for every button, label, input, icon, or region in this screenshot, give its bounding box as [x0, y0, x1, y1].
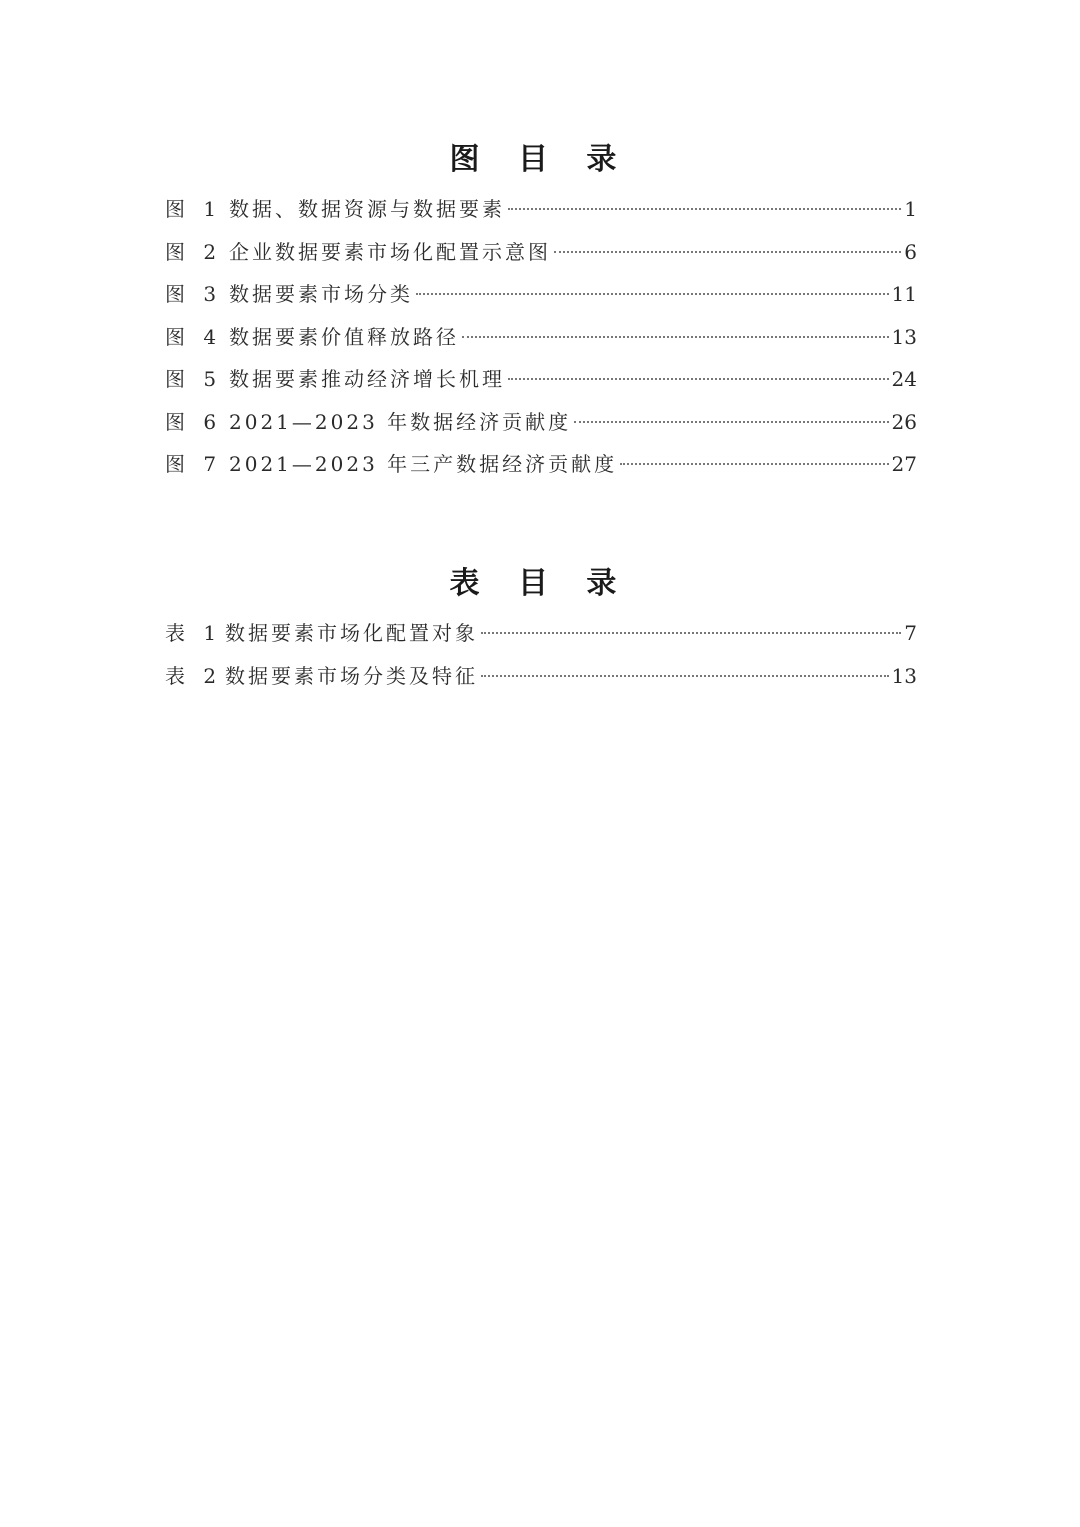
dot-leader [620, 463, 888, 465]
toc-entry-page: 13 [891, 663, 917, 688]
toc-entry-figure-4[interactable] [165, 316, 917, 359]
toc-entry-label: 图 5 [165, 367, 223, 391]
toc-entry-figure-7[interactable] [165, 443, 917, 486]
toc-entry-text: 数据要素市场分类 [229, 282, 413, 306]
toc-entry-page: 26 [891, 409, 917, 434]
dot-leader [508, 208, 901, 210]
toc-entry-label: 图 1 [165, 197, 223, 221]
dot-leader [481, 632, 901, 634]
toc-entry-page: 11 [891, 282, 917, 306]
dot-leader [416, 293, 889, 295]
toc-entry-label: 图 7 [165, 452, 223, 476]
toc-entry-table-2[interactable] [165, 655, 917, 698]
toc-entry-text: 数据要素价值释放路径 [229, 324, 459, 349]
toc-entry-figure-1[interactable] [165, 188, 917, 231]
toc-entry-page: 6 [904, 239, 917, 264]
toc-entry-text: 数据要素市场化配置对象 [225, 621, 478, 645]
toc-entry-text: 数据要素市场分类及特征 [225, 663, 478, 688]
toc-entry-text: 2021—2023 年数据经济贡献度 [229, 409, 572, 434]
tables-toc-list [165, 612, 917, 697]
toc-entry-label: 表 2 [165, 663, 223, 688]
toc-entry-label: 表 1 [165, 621, 223, 645]
toc-entry-label: 图 6 [165, 409, 223, 434]
toc-entry-label: 图 2 [165, 239, 223, 264]
toc-entry-label: 图 4 [165, 324, 223, 349]
tables-toc-title: 表 目 录 [449, 566, 631, 601]
toc-entry-text: 企业数据要素市场化配置示意图 [229, 239, 551, 264]
toc-entry-label: 图 3 [165, 282, 223, 306]
toc-entry-figure-6[interactable] [165, 401, 917, 444]
dot-leader [481, 675, 889, 677]
figures-toc-title: 图 目 录 [449, 142, 631, 177]
dot-leader [554, 251, 901, 253]
toc-entry-figure-2[interactable] [165, 231, 917, 274]
toc-entry-page: 7 [904, 621, 917, 645]
toc-entry-text: 2021—2023 年三产数据经济贡献度 [229, 452, 618, 476]
toc-entry-page: 24 [891, 367, 917, 391]
dot-leader [574, 421, 888, 423]
dot-leader [508, 378, 889, 380]
toc-entry-page: 27 [891, 452, 917, 476]
toc-entry-text: 数据要素推动经济增长机理 [229, 367, 505, 391]
figures-toc-list [165, 188, 917, 486]
toc-entry-text: 数据、数据资源与数据要素 [229, 197, 505, 221]
toc-entry-table-1[interactable] [165, 612, 917, 655]
toc-entry-figure-3[interactable] [165, 273, 917, 316]
dot-leader [462, 336, 889, 338]
toc-entry-page: 13 [891, 324, 917, 349]
toc-entry-page: 1 [904, 197, 917, 221]
toc-entry-figure-5[interactable] [165, 358, 917, 401]
